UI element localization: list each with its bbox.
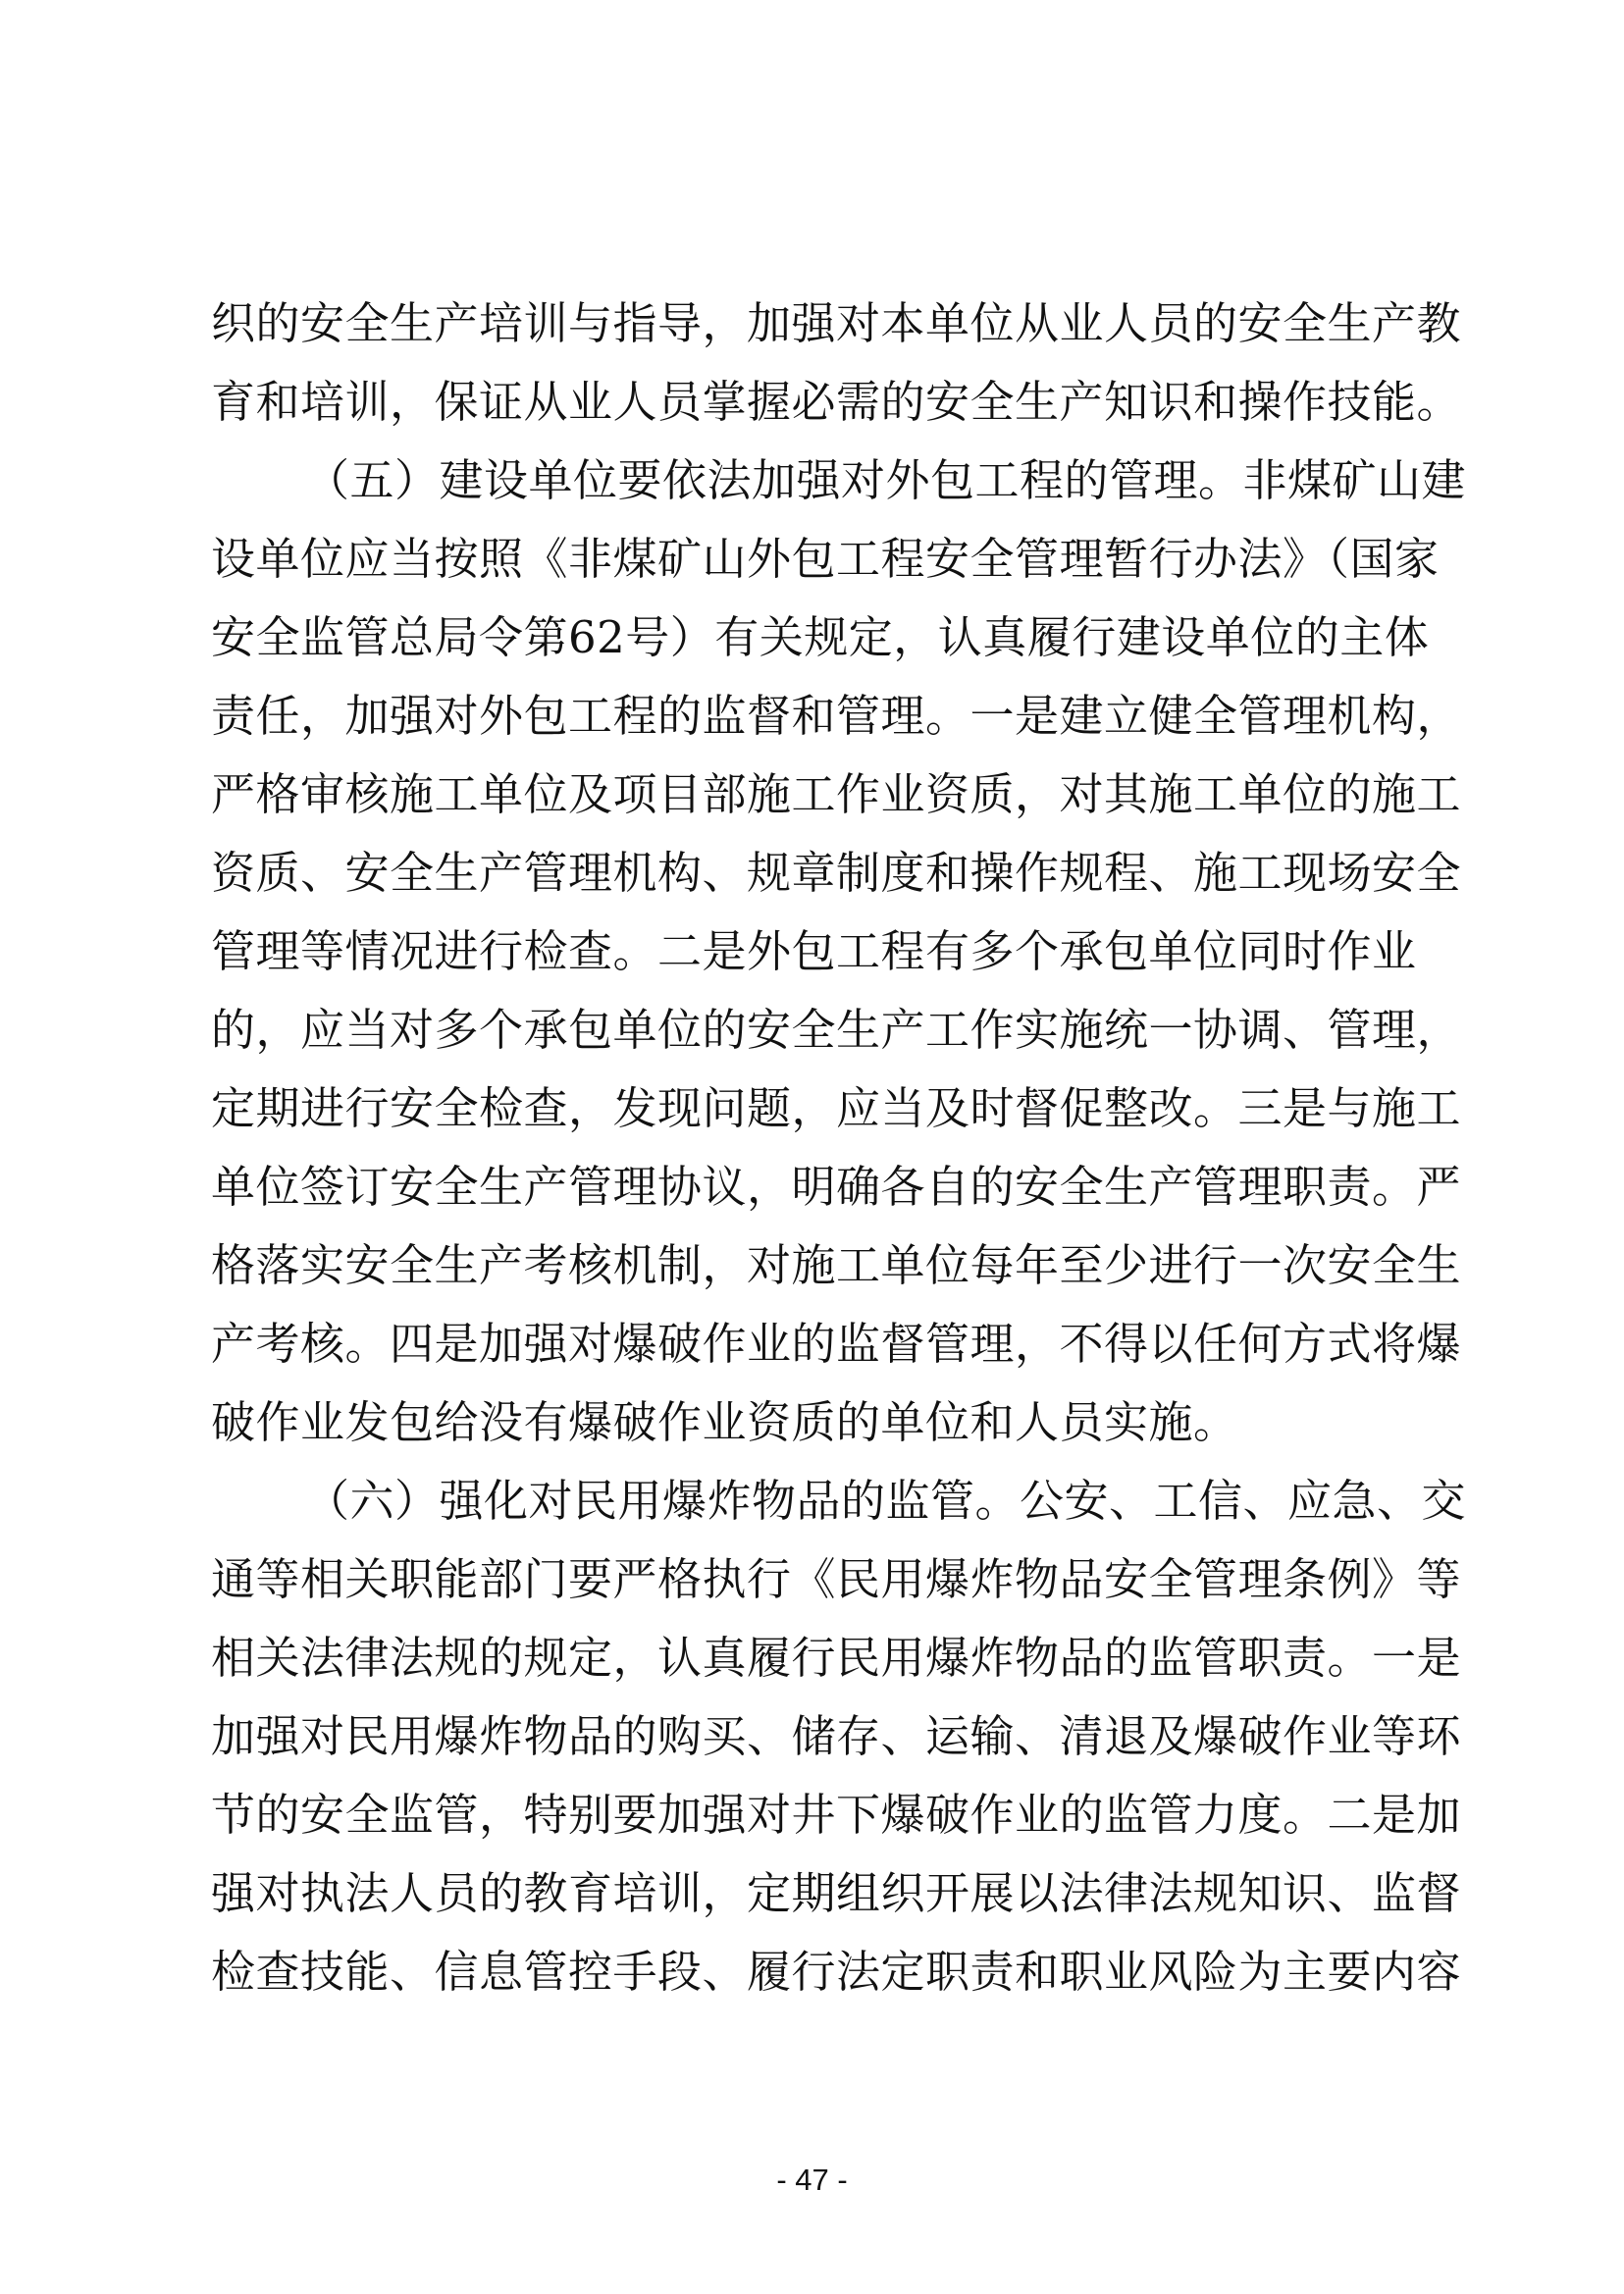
text-line: 通等相关职能部门要严格执行《民用爆炸物品安全管理条例》等 [211, 1553, 1462, 1605]
section-heading-line: （六）强化对民用爆炸物品的监管。公安、工信、应急、交 [305, 1475, 1467, 1527]
text-line: 管理等情况进行检查。二是外包工程有多个承包单位同时作业 [211, 925, 1417, 977]
text-line: 检查技能、信息管控手段、履行法定职责和职业风险为主要内容 [211, 1946, 1462, 1998]
text-line: 的，应当对多个承包单位的安全生产工作实施统一协调、管理， [211, 1004, 1462, 1056]
text-line: 单位签订安全生产管理协议，明确各自的安全生产管理职责。严 [211, 1161, 1462, 1213]
text-line: 节的安全监管，特别要加强对井下爆破作业的监管力度。二是加 [211, 1789, 1462, 1841]
page-number: - 47 - [776, 2163, 848, 2197]
text-line: 破作业发包给没有爆破作业资质的单位和人员实施。 [211, 1396, 1238, 1448]
body-text [211, 285, 1467, 2011]
text-line: 设单位应当按照《非煤矿山外包工程安全管理暂行办法》（国家 [211, 533, 1440, 585]
text-line: 相关法律法规的规定，认真履行民用爆炸物品的监管职责。一是 [211, 1632, 1462, 1684]
text-line: 安全监管总局令第62号）有关规定，认真履行建设单位的主体 [211, 611, 1430, 663]
text-line: 责任，加强对外包工程的监督和管理。一是建立健全管理机构， [211, 690, 1462, 742]
text-line: 织的安全生产培训与指导，加强对本单位从业人员的安全生产教 [211, 297, 1462, 349]
text-line: 加强对民用爆炸物品的购买、储存、运输、清退及爆破作业等环 [211, 1710, 1462, 1762]
text-line: 严格审核施工单位及项目部施工作业资质，对其施工单位的施工 [211, 768, 1462, 820]
text-line: 格落实安全生产考核机制，对施工单位每年至少进行一次安全生 [211, 1239, 1462, 1291]
text-line: 产考核。四是加强对爆破作业的监督管理，不得以任何方式将爆 [211, 1318, 1462, 1370]
text-line: 定期进行安全检查，发现问题，应当及时督促整改。三是与施工 [211, 1082, 1462, 1134]
text-line: 育和培训，保证从业人员掌握必需的安全生产知识和操作技能。 [211, 376, 1462, 428]
text-line: 资质、安全生产管理机构、规章制度和操作规程、施工现场安全 [211, 847, 1462, 899]
text-line: 强对执法人员的教育培训，定期组织开展以法律法规知识、监督 [211, 1867, 1462, 1919]
section-heading-line: （五）建设单位要依法加强对外包工程的管理。非煤矿山建 [305, 454, 1467, 506]
